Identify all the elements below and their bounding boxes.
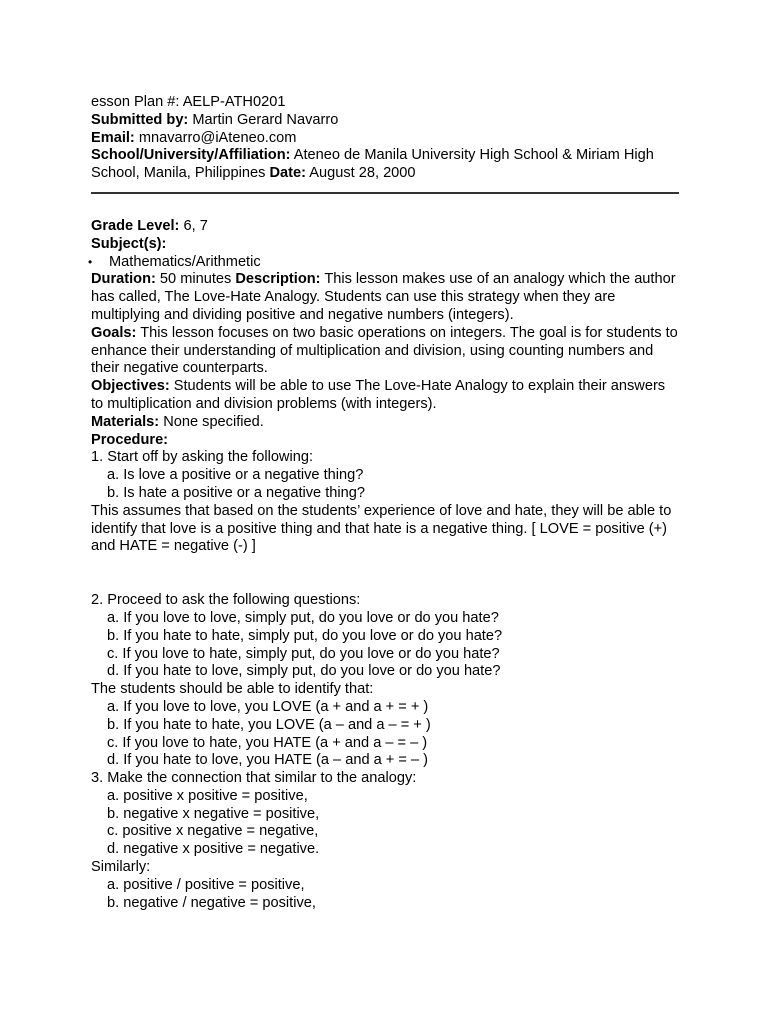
- duration-label: Duration:: [91, 271, 156, 288]
- similarly-item: a. positive / positive = positive,: [107, 876, 305, 893]
- date-value: August 28, 2000: [309, 165, 416, 182]
- identify-item: b. If you hate to hate, you LOVE (a – and a – = + ): [107, 716, 431, 733]
- step-2-item: a. If you love to love, simply put, do you love or do you hate?: [107, 609, 499, 626]
- step-2: 2. Proceed to ask the following questions:: [91, 592, 361, 609]
- goals-value: This lesson focuses on two basic operations on integers. The goal is for students to enhance their understanding of multiplication and division, using counting numbers and their negative counterparts.: [91, 324, 678, 377]
- email-value: mnavarro@iAteneo.com: [138, 129, 297, 146]
- similarly-label: Similarly:: [91, 859, 151, 876]
- step-3-item: b. negative x negative = positive,: [107, 805, 320, 822]
- email-line: [91, 130, 679, 148]
- identify-item: a. If you love to love, you LOVE (a + and a + = + ): [107, 698, 429, 715]
- objectives-label: Objectives:: [91, 378, 170, 395]
- description-value: This lesson makes use of an analogy which the author has called, The Love-Hate Analogy. Students can use this strategy when they are multiplying and dividing positive and negative numbers (integers).: [91, 271, 676, 323]
- subject-item: • Mathematics/Arithmetic: [91, 254, 679, 272]
- school-line: [91, 147, 679, 183]
- step-3-item: a. positive x positive = positive,: [107, 787, 308, 804]
- school-label: School/University/Affiliation:: [91, 147, 291, 164]
- step-2-item: d. If you hate to love, simply put, do you love or do you hate?: [107, 663, 501, 680]
- horizontal-divider: [91, 192, 679, 194]
- materials-value: None specified.: [163, 413, 264, 430]
- step-1-item: b. Is hate a positive or a negative thing?: [107, 484, 365, 501]
- submitted-line: [91, 112, 679, 130]
- step-3-item: d. negative x positive = negative.: [107, 841, 320, 858]
- lesson-plan-value: AELP-ATH0201: [182, 94, 286, 110]
- grade-value: 6, 7: [183, 217, 208, 234]
- goals-label: Goals:: [91, 324, 137, 341]
- school-value: Ateneo de Manila University High School & Miriam High School, Manila, Philippines: [91, 147, 654, 182]
- subjects-label: Subject(s):: [91, 235, 167, 252]
- objectives-value: Students will be able to use The Love-Hate Analogy to explain their answers to multiplication and division problems (with integers).: [91, 378, 666, 412]
- similarly-item: b. negative / negative = positive,: [107, 894, 316, 911]
- grade-line: [91, 218, 679, 236]
- email-label: Email:: [91, 129, 135, 146]
- duration-value: 50 minutes: [159, 271, 232, 288]
- step-2-item: b. If you hate to hate, simply put, do you love or do you hate?: [107, 627, 503, 644]
- description-label: Description:: [235, 271, 321, 288]
- identify-item: c. If you love to hate, you HATE (a + and a – = – ): [107, 734, 428, 751]
- subjects-list: [91, 254, 679, 272]
- step-1-item: a. Is love a positive or a negative thing?: [107, 467, 364, 484]
- grade-label: Grade Level:: [91, 217, 180, 234]
- procedure-label: Procedure:: [91, 431, 169, 448]
- submitted-label: Submitted by:: [91, 111, 189, 128]
- step-1: 1. Start off by asking the following:: [91, 449, 314, 466]
- paragraph-gap: [91, 556, 679, 592]
- subjects-line: [91, 236, 679, 254]
- lesson-plan-label: esson Plan #:: [91, 94, 180, 110]
- step-2-item: c. If you love to hate, simply put, do you love or do you hate?: [107, 645, 500, 662]
- step-3-item: c. positive x negative = negative,: [107, 823, 319, 840]
- identify-intro: The students should be able to identify that:: [91, 681, 374, 698]
- procedure-heading: [91, 432, 679, 450]
- objectives-line: [91, 378, 679, 414]
- materials-label: Materials:: [91, 413, 160, 430]
- submitted-value: Martin Gerard Navarro: [192, 111, 339, 128]
- date-label: Date:: [269, 165, 306, 182]
- materials-line: [91, 414, 679, 432]
- step-1-note: This assumes that based on the students’ experience of love and hate, they will be able to identify that love is a positive thing and that hate is a negative thing. [ LOVE = positive (+) and HATE = negative (-) ]: [91, 502, 672, 555]
- step-3: 3. Make the connection that similar to the analogy:: [91, 770, 417, 787]
- duration-description-line: [91, 271, 679, 324]
- identify-item: d. If you hate to love, you HATE (a – and a + = – ): [107, 752, 428, 769]
- lesson-plan-line: [91, 94, 679, 112]
- document-page: [91, 94, 679, 912]
- goals-line: [91, 325, 679, 378]
